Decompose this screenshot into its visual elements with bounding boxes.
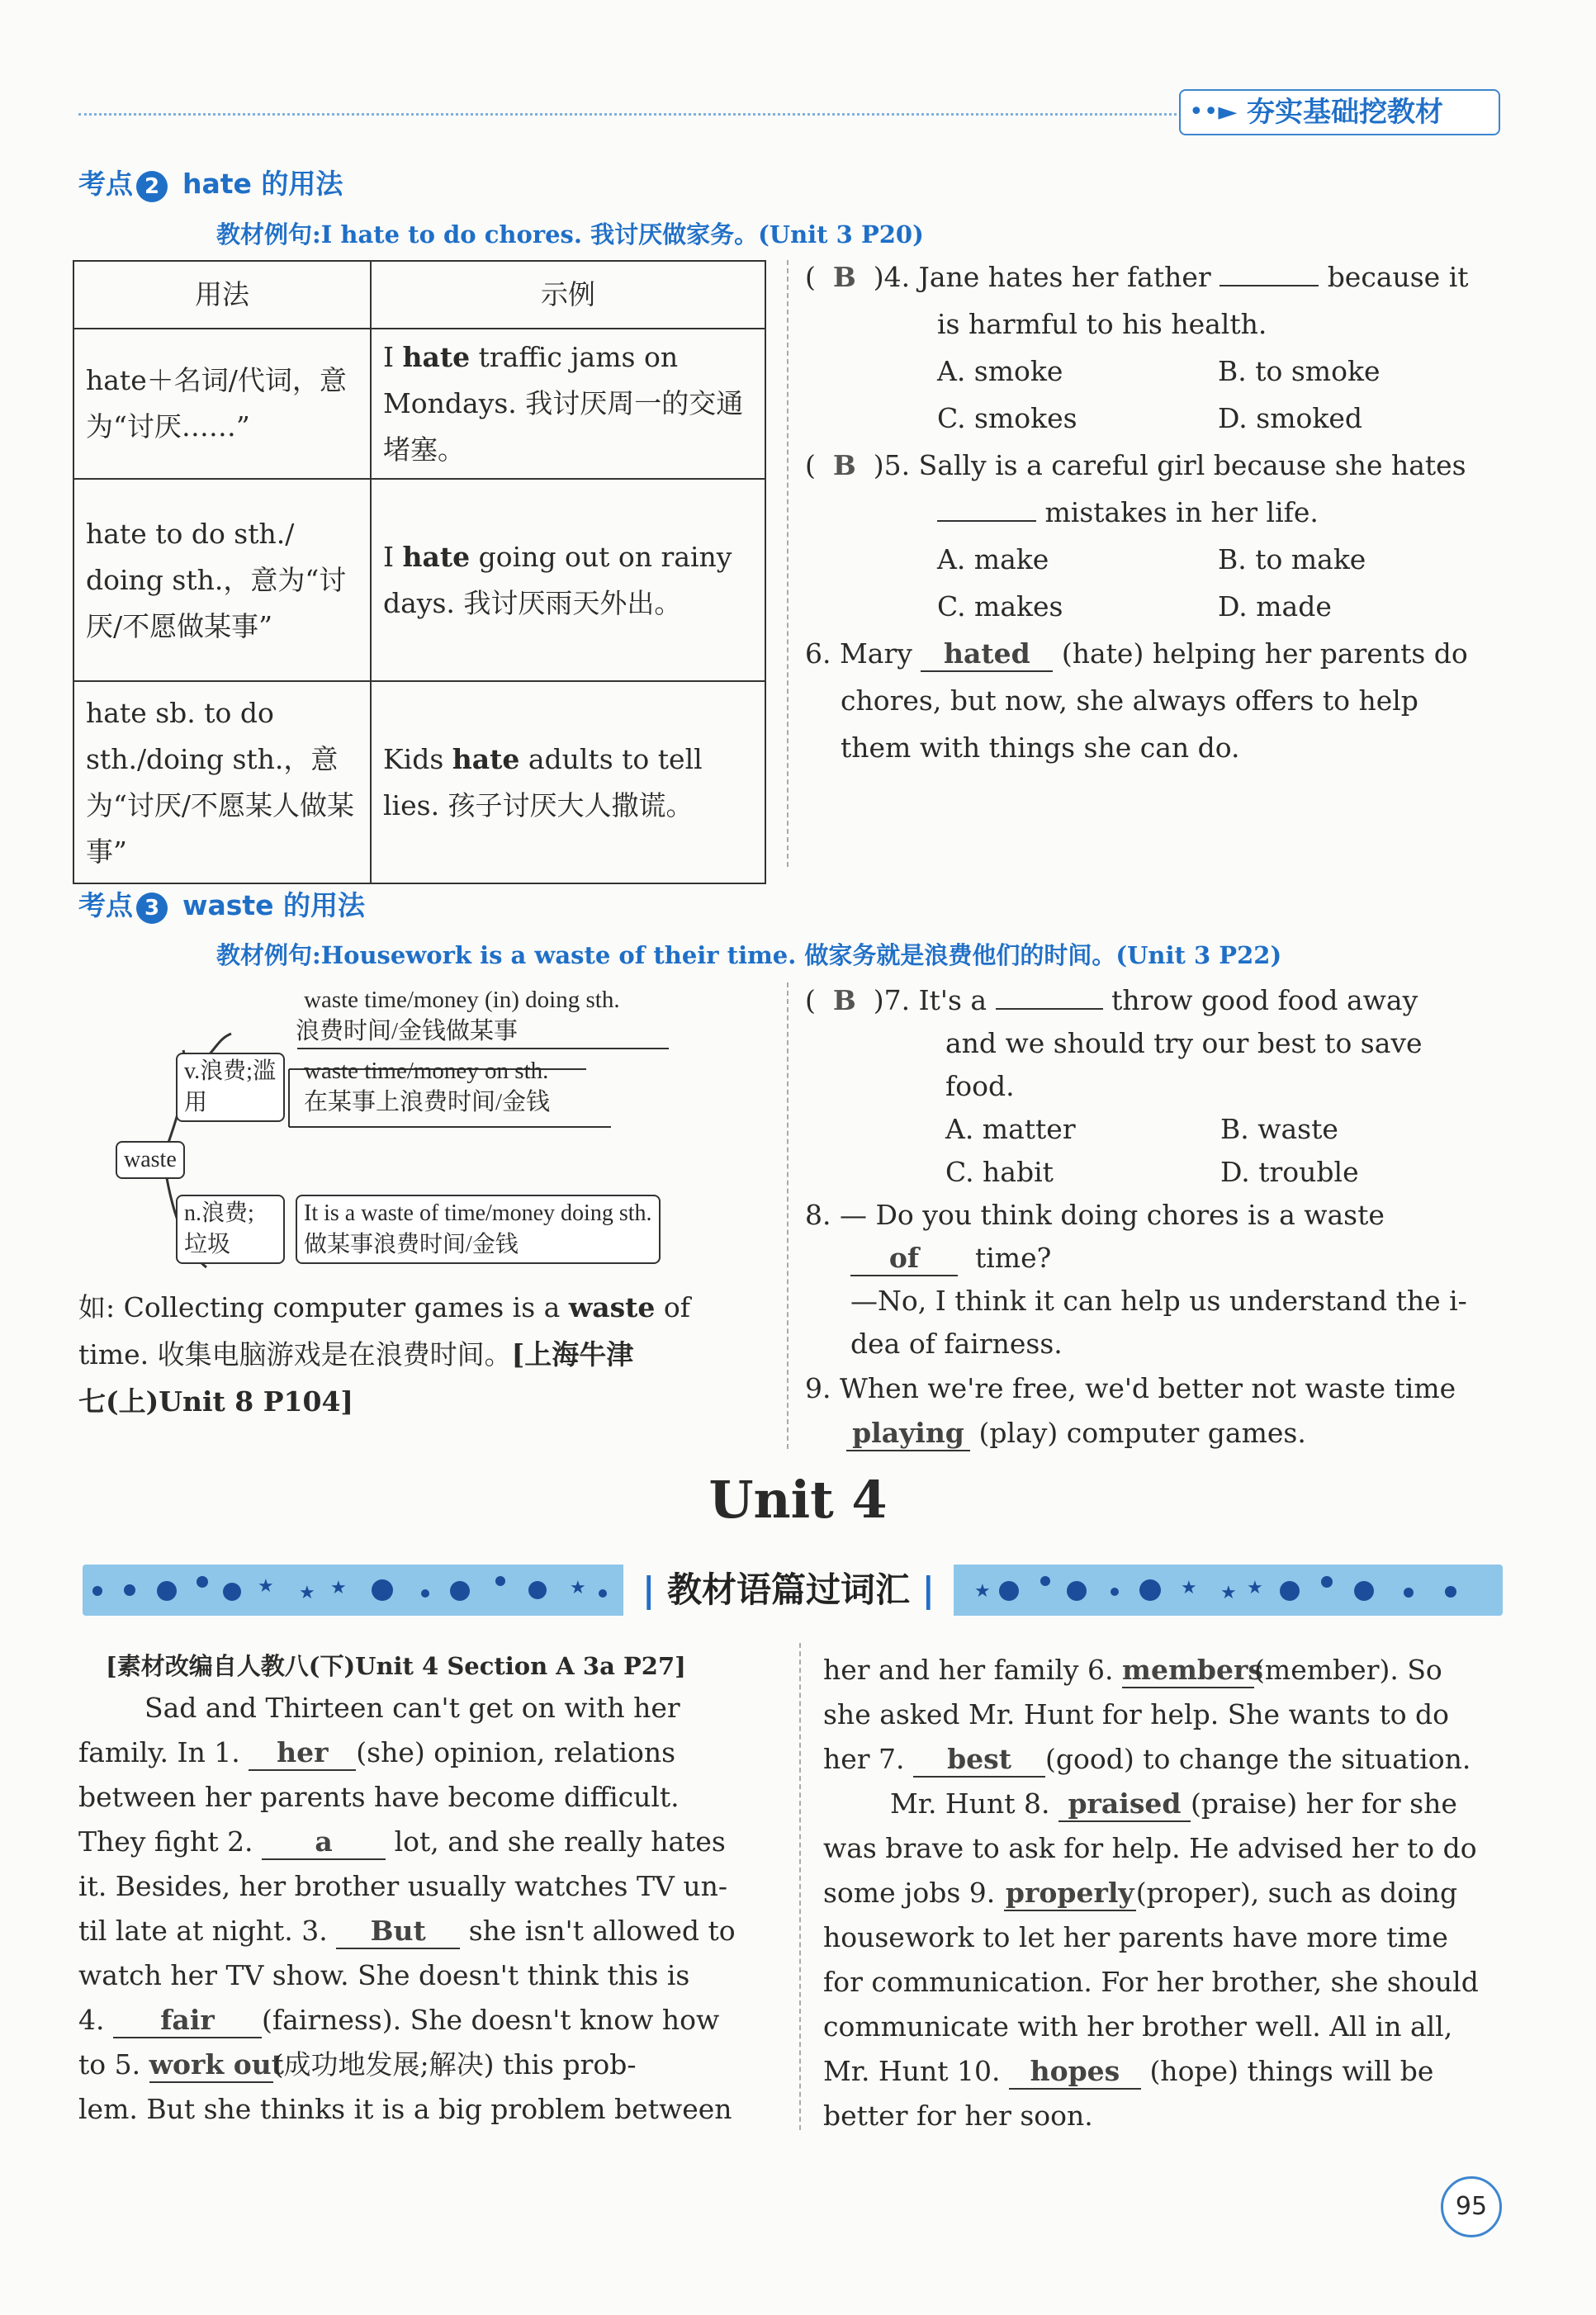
q4-option-b: B. to smoke — [1218, 355, 1381, 387]
q8-blank[interactable]: of — [850, 1242, 958, 1276]
q6-line2: chores, but now, she always offers to help — [841, 684, 1418, 717]
banner-dot — [450, 1581, 470, 1601]
table-row — [73, 681, 765, 883]
banner-star: ★ — [299, 1583, 315, 1603]
banner-star: ★ — [1247, 1578, 1263, 1598]
q9-line2: playing (play) computer games. — [846, 1409, 1306, 1456]
banner-star: ★ — [258, 1576, 274, 1597]
table-cell-example: I hate going out on rainy days. 我讨厌雨天外出。 — [371, 479, 765, 681]
q7-line3: food. — [945, 1070, 1015, 1102]
q7-option-d: D. trouble — [1220, 1156, 1359, 1188]
passage-right-line: some jobs 9. properly(proper), such as doing — [823, 1869, 1457, 1916]
unit-title: Unit 4 — [708, 1470, 888, 1530]
table-cell-usage: hate sb. to do sth./doing sth.，意为“讨厌/不愿某人做某事” — [73, 681, 371, 883]
waste-note-line3: 七(上)Unit 8 P104] — [78, 1385, 354, 1418]
passage-left-line: family. In 1. her (she) opinion, relations — [78, 1729, 675, 1776]
banner-dot — [92, 1586, 102, 1596]
banner-dot — [1040, 1576, 1050, 1586]
section-banner — [83, 1565, 1503, 1616]
q4-option-c: C. smokes — [937, 402, 1077, 434]
banner-star: ★ — [974, 1581, 991, 1602]
passage-right-line: Mr. Hunt 8. praised (praise) her for she — [890, 1780, 1457, 1827]
passage-left-line: to 5. work out(成功地发展;解决) this prob- — [78, 2041, 637, 2088]
passage-left-line: it. Besides, her brother usually watches TV un- — [78, 1870, 727, 1902]
passage-blank-2[interactable]: a — [262, 1825, 386, 1860]
banner-dot — [157, 1581, 177, 1601]
passage-right-line: communicate with her brother well. All in all, — [823, 2010, 1453, 2043]
table-header-usage: 用法 — [73, 261, 371, 329]
q5-option-c: C. makes — [937, 590, 1063, 623]
passage-blank-8[interactable]: praised — [1058, 1787, 1191, 1822]
q7-blank[interactable] — [996, 1008, 1103, 1010]
banner-dot — [421, 1589, 429, 1598]
mindmap-v2-cn: 在某事上浪费时间/金钱 — [304, 1089, 551, 1115]
banner-star: ★ — [1220, 1583, 1237, 1603]
q8-line2: of time? — [850, 1234, 1051, 1281]
passage-left-line: lem. But she thinks it is a big problem between — [78, 2093, 732, 2125]
banner-dot — [1111, 1588, 1119, 1596]
q5-option-d: D. made — [1218, 590, 1332, 623]
point2-example: 教材例句:I hate to do chores. 我讨厌做家务。(Unit 3 P20) — [216, 220, 924, 249]
table-cell-example: I hate traffic jams on Mondays. 我讨厌周一的交通堵塞。 — [371, 329, 765, 479]
table-row — [73, 329, 765, 479]
point3-heading — [78, 885, 365, 926]
point3-title: waste 的用法 — [182, 889, 366, 921]
series-tag-label: 夯实基础挖教材 — [1247, 96, 1443, 129]
q4-blank[interactable] — [1219, 285, 1319, 286]
point2-title: hate 的用法 — [182, 168, 343, 200]
q4-answer: B — [832, 261, 856, 293]
passage-left-line: between her parents have become difficult. — [78, 1781, 680, 1813]
mindmap-v-label: v.浪费;滥用 — [176, 1053, 285, 1122]
page-number: 95 — [1441, 2176, 1502, 2237]
banner-dot — [599, 1589, 607, 1598]
banner-dot — [1321, 1576, 1333, 1588]
passage-right-line: Mr. Hunt 10. hopes (hope) things will be — [823, 2048, 1433, 2095]
banner-dot — [528, 1581, 547, 1599]
point2-label: 考点 — [78, 168, 133, 200]
banner-dot — [495, 1576, 505, 1586]
header-dotted-rule — [78, 113, 1177, 116]
q7-option-c: C. habit — [945, 1156, 1054, 1188]
point2-num-badge: 2 — [136, 171, 168, 202]
banner-title: | 教材语篇过词汇 | — [623, 1561, 954, 1619]
q4-line1: ( B )4. Jane hates her father because it — [805, 261, 1469, 293]
mindmap-n1-box: It is a waste of time/money doing sth. 做某事浪费时间/金钱 — [296, 1195, 661, 1264]
q5-line1: ( B )5. Sally is a careful girl because she hates — [805, 449, 1466, 481]
q4-option-d: D. smoked — [1218, 402, 1363, 434]
q4-option-a: A. smoke — [937, 355, 1063, 387]
q7-answer: B — [832, 984, 856, 1016]
passage-right-line: for communication. For her brother, she should — [823, 1966, 1479, 1998]
passage-blank-10[interactable]: hopes — [1009, 2055, 1141, 2090]
table-row — [73, 479, 765, 681]
q5-answer: B — [832, 449, 856, 481]
passage-blank-1[interactable]: her — [249, 1736, 356, 1771]
point3-label: 考点 — [78, 889, 133, 921]
banner-dot — [197, 1576, 208, 1588]
passage-blank-5[interactable]: work out — [149, 2048, 273, 2083]
passage-source: [素材改编自人教八(下)Unit 4 Section A 3a P27] — [106, 1652, 686, 1680]
passage-right-line: better for her soon. — [823, 2100, 1093, 2132]
banner-star: ★ — [570, 1578, 586, 1598]
passage-left-line: til late at night. 3. But she isn't allowed to — [78, 1907, 736, 1954]
table-cell-usage: hate＋名词/代词，意为“讨厌……” — [73, 329, 371, 479]
banner-dot — [999, 1581, 1019, 1601]
series-tag — [1179, 89, 1500, 135]
passage-right-line: was brave to ask for help. He advised her to do — [823, 1832, 1477, 1864]
table-header-example: 示例 — [371, 261, 765, 329]
banner-dot — [1354, 1581, 1374, 1601]
banner-dot — [372, 1579, 393, 1601]
q7-line1: ( B )7. It's a throw good food away — [805, 984, 1418, 1016]
passage-right-line: housework to let her parents have more time — [823, 1921, 1448, 1953]
passage-right-line: she asked Mr. Hunt for help. She wants to do — [823, 1698, 1450, 1730]
q5-option-a: A. make — [937, 543, 1049, 575]
column-divider-top — [787, 260, 789, 867]
passage-blank-3[interactable]: But — [336, 1915, 460, 1949]
banner-dot — [1139, 1579, 1161, 1601]
table-header-row — [73, 261, 765, 329]
q8-line1: 8. — Do you think doing chores is a waste — [805, 1199, 1385, 1231]
waste-note-line2: time. 收集电脑游戏是在浪费时间。[上海牛津 — [78, 1338, 634, 1371]
passage-blank-7[interactable]: best — [913, 1743, 1045, 1778]
table-cell-example: Kids hate adults to tell lies. 孩子讨厌大人撒谎。 — [371, 681, 765, 883]
q4-line2: is harmful to his health. — [937, 308, 1267, 340]
passage-left-line: watch her TV show. She doesn't think this is — [78, 1959, 690, 1991]
q8-line3: —No, I think it can help us understand the i- — [850, 1285, 1467, 1317]
table-cell-usage: hate to do sth./ doing sth.，意为“讨厌/不愿做某事” — [73, 479, 371, 681]
q7-option-b: B. waste — [1220, 1113, 1338, 1145]
q8-line4: dea of fairness. — [850, 1328, 1063, 1360]
q7-line2: and we should try our best to save — [945, 1027, 1423, 1059]
banner-dot — [1280, 1581, 1300, 1601]
q5-blank[interactable] — [937, 520, 1036, 522]
banner-star: ★ — [330, 1578, 347, 1598]
passage-blank-9[interactable]: properly — [1004, 1877, 1136, 1911]
passage-right-line: her and her family 6. members(member). So — [823, 1646, 1442, 1693]
passage-left-line: 4. fair (fairness). She doesn't know how — [78, 1996, 719, 2043]
passage-left-line: They fight 2. a lot, and she really hates — [78, 1818, 726, 1865]
mindmap-v1-en: waste time/money (in) doing sth. — [304, 987, 620, 1013]
q6-line1: 6. Mary hated (hate) helping her parents do — [805, 630, 1468, 677]
mindmap-n-label: n.浪费;垃圾 — [176, 1195, 285, 1264]
q5-option-b: B. to make — [1218, 543, 1366, 575]
banner-dot — [1404, 1588, 1414, 1598]
hate-usage-table — [73, 260, 766, 884]
passage-blank-4[interactable]: fair — [113, 2004, 262, 2038]
q6-blank[interactable]: hated — [921, 637, 1053, 672]
point2-heading — [78, 163, 343, 205]
mindmap-root: waste — [116, 1141, 185, 1179]
column-divider-bottom — [799, 1643, 801, 2130]
banner-dot — [223, 1583, 241, 1601]
point3-example: 教材例句:Housework is a waste of their time. 做家务就是浪费他们的时间。(Unit 3 P22) — [216, 941, 1282, 969]
mindmap-v1-cn: 浪费时间/金钱做某事 — [296, 1018, 519, 1044]
q9-blank[interactable]: playing — [846, 1417, 970, 1451]
q5-line2: mistakes in her life. — [937, 489, 1319, 536]
passage-left-line: Sad and Thirteen can't get on with her — [144, 1692, 680, 1724]
banner-dot — [1445, 1586, 1456, 1598]
q6-line3: them with things she can do. — [841, 731, 1240, 764]
passage-right-line: her 7. best (good) to change the situation. — [823, 1735, 1470, 1782]
mindmap-v2-en: waste time/money on sth. — [304, 1058, 549, 1084]
passage-blank-6[interactable]: members — [1122, 1654, 1254, 1688]
banner-star: ★ — [1181, 1578, 1197, 1598]
waste-note-line1: 如: Collecting computer games is a waste of — [78, 1291, 691, 1323]
q7-option-a: A. matter — [945, 1113, 1076, 1145]
banner-dot — [124, 1584, 135, 1596]
arrow-icon: ••► — [1189, 97, 1238, 126]
q9-line1: 9. When we're free, we'd better not waste time — [805, 1372, 1456, 1404]
banner-dot — [1067, 1581, 1087, 1601]
point3-num-badge: 3 — [136, 892, 168, 924]
column-divider-mid — [787, 982, 789, 1449]
